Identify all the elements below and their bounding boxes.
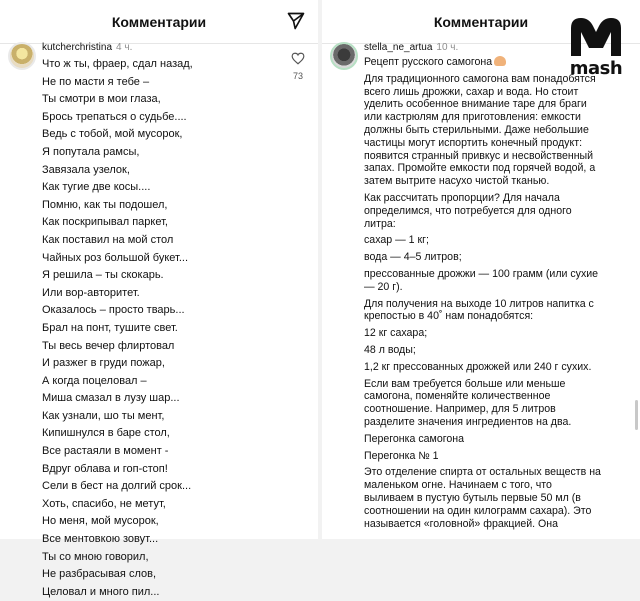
comment-line: Как поскрипывал паркет, [42, 216, 168, 229]
comment-paragraph: Перегонка № 1 [364, 449, 439, 462]
comment-paragraph: сахар — 1 кг; [364, 234, 429, 247]
comment-paragraph: 48 л воды; [364, 343, 416, 356]
comment-line: А когда поцеловал – [42, 374, 147, 387]
comment-paragraph: прессованные дрожжи — 100 грамм (или сухие — 20 г). [364, 267, 599, 293]
right-comments-panel [322, 0, 640, 539]
comment-line: Не по масти я тебе – [42, 75, 150, 88]
comment-paragraph: 12 кг сахара; [364, 327, 428, 340]
comment-line: Оказалось – просто тварь... [42, 304, 185, 317]
like-block [288, 52, 308, 81]
comment-line: Ведь с тобой, мой мусорок, [42, 128, 183, 141]
comment-line: Ты со мною говорил, [42, 550, 149, 563]
comment-paragraph: Для традиционного самогона вам понадобятся всего лишь дрожжи, сахар и вода. Но стоит уделить особенное внимание таре для браги или кастрюлям для приготовления: емкости должны быть стерильными. Даже небольшие частицы могут испортить конечный продукт: появится странный привкус и несвойственный запах. Промойте емкости под горячей водой, а затем вытрите насухо чистой тканью. [364, 72, 596, 188]
heart-icon[interactable] [291, 52, 305, 65]
comment-text [364, 56, 602, 534]
comment-line: Чайных роз большой букет... [42, 251, 189, 264]
comment-line: Ты смотри в мои глаза, [42, 93, 161, 106]
comment-paragraph: Перегонка самогона [364, 432, 464, 445]
comment-line: Брал на понт, тушите свет. [42, 321, 178, 334]
comment-line: Кипишнулся в баре стол, [42, 427, 170, 440]
like-count: 73 [292, 71, 303, 81]
comment-line: Миша смазал в лузу шар... [42, 392, 180, 405]
comment-line: Брось трепаться о судьбе.... [42, 110, 187, 123]
comment-line: Или вор-авторитет. [42, 286, 140, 299]
comment-time: 4 ч. [116, 42, 133, 53]
comment-line: Как тугие две косы.... [42, 181, 151, 194]
comment-text [42, 56, 292, 601]
comment-time: 10 ч. [436, 42, 459, 53]
avatar[interactable] [330, 42, 358, 70]
comment-line: Не разбрасывая слов, [42, 568, 157, 581]
comment-paragraph: вода — 4–5 литров; [364, 251, 462, 264]
comment-line: Сели в бест на долгий срок... [42, 480, 192, 493]
scrollbar[interactable] [635, 400, 638, 430]
comment-line: Хоть, спасибо, не метут, [42, 497, 166, 510]
comment-line: Я решила – ты скокарь. [42, 269, 164, 282]
comment-meta [42, 42, 132, 53]
username[interactable]: kutcherchristina [42, 42, 113, 53]
comment-paragraph: Если вам требуется больше или меньше самогона, поменяйте количественное соотношение. Например, для 5 литров разделите значения ингредиентов на два. [364, 377, 572, 428]
comment-line: Помню, как ты подошел, [42, 198, 168, 211]
comment-paragraph: Для получения на выходе 10 литров напитка с крепостью в 40˚ нам понадобятся: [364, 297, 594, 323]
comment-line: Я попутала рамсы, [42, 145, 140, 158]
comment-meta [364, 42, 458, 53]
username[interactable]: stella_ne_artua [364, 42, 433, 53]
comment-line: Ты весь вечер флиртовал [42, 339, 175, 352]
comment-line: Как узнали, шо ты мент, [42, 409, 165, 422]
comment-line: Вдруг облава и гоп-стоп! [42, 462, 168, 475]
comment-paragraph: 1,2 кг прессованных дрожжей или 240 г сухих. [364, 360, 592, 373]
comment-line: Все растаяли в момент - [42, 445, 169, 458]
comment-paragraph: Это отделение спирта от остальных веществ на маленьком огне. Начинаем с того, что выливаем в пустую бутыль первые 50 мл (в соотношении на один килограмм сахара). Это называется «головной» фракцией. Она [364, 466, 601, 530]
comment-line: Но меня, мой мусорок, [42, 515, 159, 528]
send-icon[interactable] [286, 11, 306, 31]
comments-header [0, 0, 318, 44]
comment-line: Целовал и много пил... [42, 585, 160, 598]
header-title: Комментарии [433, 14, 529, 30]
comment-paragraph: Как рассчитать пропорции? Для начала определимся, что потребуется для одного литра: [364, 191, 572, 230]
avatar[interactable] [8, 42, 36, 70]
flexed-biceps-icon [494, 56, 506, 66]
comment-line: Как поставил на мой стол [42, 233, 174, 246]
header-title: Комментарии [111, 14, 207, 30]
comment-line: Все ментовкою зовут... [42, 533, 159, 546]
comment-line: Завязала узелок, [42, 163, 130, 176]
comment-line: Что ж ты, фраер, сдал назад, [42, 58, 193, 70]
comment-line: И разжег в груди пожар, [42, 357, 165, 370]
comment-paragraph: Рецепт русского самогона [364, 56, 602, 69]
left-comments-panel [0, 0, 318, 598]
mash-watermark: mash [569, 58, 623, 79]
